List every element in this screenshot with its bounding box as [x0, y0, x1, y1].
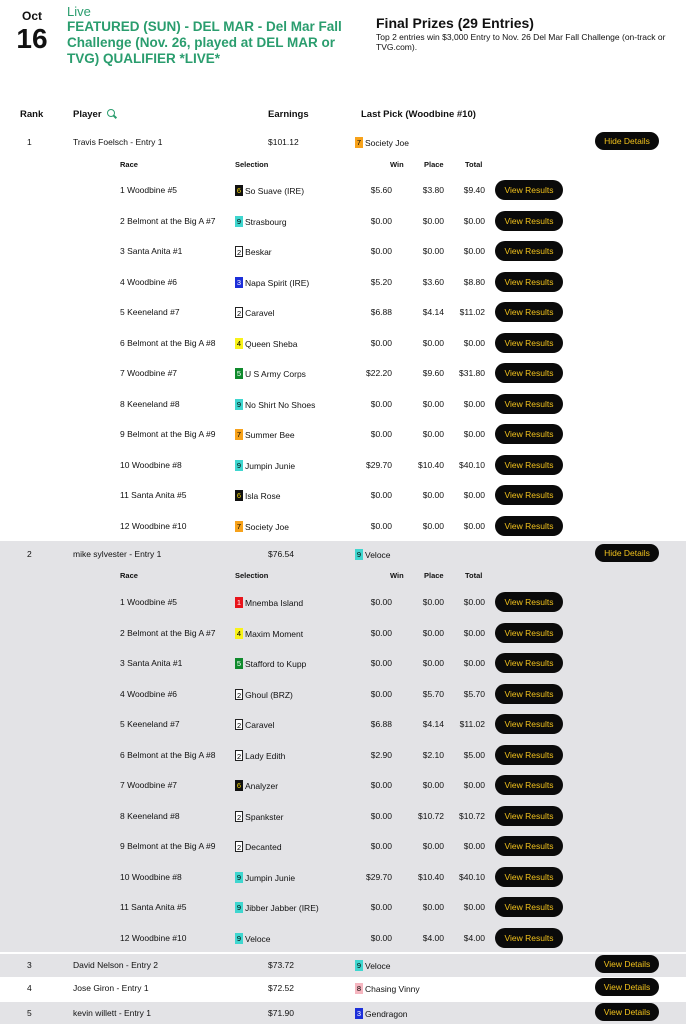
race-name: 6 Belmont at the Big A #8	[120, 338, 216, 348]
entry-summary-row	[0, 977, 686, 999]
race-name: 12 Woodbine #10	[120, 933, 187, 943]
race-result-row	[0, 648, 686, 678]
race-result-row	[0, 740, 686, 770]
win-payout: $0.00	[370, 338, 392, 348]
earnings-column-header: Earnings	[268, 109, 309, 120]
total-payout: $0.00	[463, 490, 485, 500]
selection-horse-name: Summer Bee	[245, 429, 295, 440]
view-results-button[interactable]: View Results	[495, 806, 563, 826]
view-details-button[interactable]: View Details	[595, 978, 659, 996]
program-number-badge: 7	[236, 522, 242, 532]
prizes-panel	[376, 15, 676, 52]
selection-horse-name: So Suave (IRE)	[245, 185, 305, 196]
entry-player-name: mike sylvester - Entry 1	[73, 549, 162, 559]
race-name: 7 Woodbine #7	[120, 368, 178, 378]
place-payout: $10.40	[418, 872, 444, 882]
total-payout: $5.70	[463, 689, 485, 699]
total-payout: $0.00	[463, 628, 485, 638]
total-payout: $0.00	[463, 246, 485, 256]
leaderboard-entry	[0, 954, 686, 977]
program-number-badge: 2	[237, 752, 242, 762]
race-selection	[235, 657, 306, 670]
selection-horse-name: No Shirt No Shoes	[245, 399, 316, 410]
view-results-button[interactable]: View Results	[495, 745, 563, 765]
race-selection	[235, 901, 319, 914]
entry-last-pick	[355, 548, 391, 561]
total-column-header: Total	[465, 160, 483, 169]
race-name: 3 Santa Anita #1	[120, 658, 183, 668]
leaderboard-header	[0, 109, 686, 123]
prizes-title: Final Prizes (29 Entries)	[376, 15, 534, 31]
race-selection	[235, 718, 274, 731]
win-column-header: Win	[390, 571, 404, 580]
selection-horse-name: U S Army Corps	[245, 368, 306, 379]
race-name: 9 Belmont at the Big A #9	[120, 429, 216, 439]
program-number-badge: 9	[236, 903, 242, 913]
program-number-badge: 7	[356, 138, 362, 148]
place-payout: $10.72	[418, 811, 444, 821]
view-results-button[interactable]: View Results	[495, 714, 563, 734]
race-result-row	[0, 480, 686, 510]
race-selection	[235, 276, 309, 289]
entry-player-name: kevin willett - Entry 1	[73, 1008, 151, 1018]
race-selection	[235, 596, 303, 609]
view-results-button[interactable]: View Results	[495, 928, 563, 948]
race-selection	[235, 306, 274, 319]
program-number-badge: 9	[236, 934, 242, 944]
program-number-badge: 4	[236, 629, 242, 639]
total-payout: $0.00	[463, 597, 485, 607]
program-number-badge: 1	[236, 598, 242, 608]
race-name: 6 Belmont at the Big A #8	[120, 750, 216, 760]
place-payout: $5.70	[422, 689, 444, 699]
contest-date	[10, 8, 54, 54]
total-payout: $40.10	[459, 460, 485, 470]
win-payout: $0.00	[370, 521, 392, 531]
race-selection	[235, 367, 306, 380]
program-number-badge: 4	[236, 339, 242, 349]
date-month: Oct	[21, 9, 42, 23]
race-name: 8 Keeneland #8	[120, 399, 180, 409]
total-payout: $31.80	[459, 368, 485, 378]
place-payout: $0.00	[422, 628, 444, 638]
place-payout: $0.00	[422, 841, 444, 851]
player-column-label: Player	[73, 109, 102, 120]
last-pick-horse-name: Chasing Vinny	[365, 983, 420, 994]
entry-summary-row	[0, 131, 686, 153]
selection-horse-name: Stafford to Kupp	[245, 658, 307, 669]
win-payout: $0.00	[370, 490, 392, 500]
selection-horse-name: Caravel	[245, 307, 275, 318]
race-selection	[235, 398, 315, 411]
selection-horse-name: Strasbourg	[245, 216, 287, 227]
win-payout: $0.00	[370, 628, 392, 638]
last-pick-horse-name: Veloce	[365, 549, 391, 560]
selection-horse-name: Ghoul (BRZ)	[245, 689, 293, 700]
details-header-row	[0, 160, 686, 172]
race-result-row	[0, 801, 686, 831]
race-result-row	[0, 923, 686, 953]
race-name: 3 Santa Anita #1	[120, 246, 183, 256]
race-column-header: Race	[120, 160, 138, 169]
selection-horse-name: Veloce	[245, 933, 271, 944]
race-selection	[235, 871, 295, 884]
race-name: 10 Woodbine #8	[120, 872, 182, 882]
view-results-button[interactable]: View Results	[495, 684, 563, 704]
selection-column-header: Selection	[235, 160, 269, 169]
win-payout: $29.70	[366, 460, 392, 470]
race-selection	[235, 779, 278, 792]
entry-last-pick	[355, 982, 420, 995]
program-number-badge: 7	[236, 430, 242, 440]
selection-horse-name: Maxim Moment	[245, 628, 304, 639]
race-result-row	[0, 389, 686, 419]
selection-horse-name: Spankster	[245, 811, 284, 822]
selection-horse-name: Caravel	[245, 719, 275, 730]
date-day: 16	[16, 23, 48, 54]
entry-player-name: Travis Foelsch - Entry 1	[73, 137, 163, 147]
program-number-badge: 6	[236, 491, 242, 501]
race-result-row	[0, 862, 686, 892]
race-result-row	[0, 511, 686, 541]
selection-horse-name: Queen Sheba	[245, 338, 298, 349]
win-payout: $0.00	[370, 399, 392, 409]
race-selection	[235, 627, 303, 640]
win-payout: $22.20	[366, 368, 392, 378]
race-name: 9 Belmont at the Big A #9	[120, 841, 216, 851]
win-payout: $0.00	[370, 902, 392, 912]
selection-horse-name: Analyzer	[245, 780, 279, 791]
entry-summary-row	[0, 1002, 686, 1024]
race-selection	[235, 337, 297, 350]
race-result-row	[0, 618, 686, 648]
race-result-row	[0, 236, 686, 266]
view-results-button[interactable]: View Results	[495, 485, 563, 505]
view-results-button[interactable]: View Results	[495, 897, 563, 917]
race-result-row	[0, 831, 686, 861]
contest-header	[0, 0, 686, 100]
race-name: 10 Woodbine #8	[120, 460, 182, 470]
race-result-row	[0, 709, 686, 739]
race-result-row	[0, 297, 686, 327]
win-payout: $0.00	[370, 429, 392, 439]
total-payout: $0.00	[463, 399, 485, 409]
place-payout: $4.14	[422, 719, 444, 729]
place-column-header: Place	[424, 571, 444, 580]
details-header-row	[0, 571, 686, 583]
race-name: 12 Woodbine #10	[120, 521, 187, 531]
total-column-header: Total	[465, 571, 483, 580]
race-selection	[235, 688, 293, 701]
program-number-badge: 5	[236, 369, 242, 379]
player-column-header	[73, 109, 102, 120]
total-payout: $0.00	[463, 658, 485, 668]
search-icon[interactable]	[107, 109, 115, 117]
place-payout: $2.10	[422, 750, 444, 760]
program-number-badge: 2	[237, 248, 242, 258]
selection-horse-name: Jumpin Junie	[245, 872, 296, 883]
entry-summary-row	[0, 543, 686, 565]
last-pick-column-header: Last Pick (Woodbine #10)	[361, 109, 476, 120]
view-results-button[interactable]: View Results	[495, 836, 563, 856]
entry-rank: 2	[27, 549, 32, 559]
race-result-row	[0, 206, 686, 236]
place-payout: $0.00	[422, 780, 444, 790]
program-number-badge: 2	[237, 843, 242, 853]
entry-earnings: $76.54	[268, 549, 294, 559]
total-payout: $0.00	[463, 902, 485, 912]
prizes-description: Top 2 entries win $3,000 Entry to Nov. 26 Del Mar Fall Challenge (on-track or TVG.com).	[376, 32, 666, 52]
program-number-badge: 9	[236, 461, 242, 471]
total-payout: $0.00	[463, 780, 485, 790]
total-payout: $0.00	[463, 521, 485, 531]
win-payout: $0.00	[370, 689, 392, 699]
race-selection	[235, 184, 304, 197]
win-payout: $0.00	[370, 246, 392, 256]
race-name: 5 Keeneland #7	[120, 719, 180, 729]
race-name: 2 Belmont at the Big A #7	[120, 216, 216, 226]
program-number-badge: 2	[237, 309, 242, 319]
view-results-button[interactable]: View Results	[495, 272, 563, 292]
place-payout: $9.60	[422, 368, 444, 378]
selection-horse-name: Lady Edith	[245, 750, 286, 761]
race-name: 4 Woodbine #6	[120, 689, 178, 699]
selection-horse-name: Mnemba Island	[245, 597, 304, 608]
total-payout: $40.10	[459, 872, 485, 882]
race-selection	[235, 245, 272, 258]
program-number-badge: 3	[356, 1009, 362, 1019]
win-payout: $6.88	[370, 719, 392, 729]
race-result-row	[0, 267, 686, 297]
leaderboard-entry	[0, 977, 686, 1001]
total-payout: $4.00	[463, 933, 485, 943]
program-number-badge: 3	[236, 278, 242, 288]
leaderboard-entry	[0, 131, 686, 541]
entry-earnings: $101.12	[268, 137, 299, 147]
entry-rank: 3	[27, 960, 32, 970]
view-results-button[interactable]: View Results	[495, 180, 563, 200]
contest-title: FEATURED (SUN) - DEL MAR - Del Mar Fall Challenge (Nov. 26, played at DEL MAR or TVG) QUALIFIER *LIVE*	[67, 19, 342, 66]
place-payout: $0.00	[422, 338, 444, 348]
race-selection	[235, 932, 271, 945]
place-payout: $0.00	[422, 399, 444, 409]
total-payout: $0.00	[463, 338, 485, 348]
view-results-button[interactable]: View Results	[495, 592, 563, 612]
race-result-row	[0, 328, 686, 358]
win-payout: $0.00	[370, 780, 392, 790]
win-payout: $0.00	[370, 597, 392, 607]
race-selection	[235, 428, 295, 441]
race-name: 11 Santa Anita #5	[120, 902, 187, 912]
last-pick-horse-name: Veloce	[365, 960, 391, 971]
program-number-badge: 6	[236, 781, 242, 791]
last-pick-horse-name: Society Joe	[365, 137, 409, 148]
view-results-button[interactable]: View Results	[495, 867, 563, 887]
race-selection	[235, 520, 289, 533]
race-name: 1 Woodbine #5	[120, 185, 178, 195]
entry-last-pick	[355, 136, 409, 149]
view-details-button[interactable]: View Details	[595, 1003, 659, 1021]
race-selection	[235, 810, 283, 823]
place-payout: $0.00	[422, 429, 444, 439]
entry-last-pick	[355, 959, 391, 972]
win-payout: $5.60	[370, 185, 392, 195]
selection-horse-name: Jibber Jabber (IRE)	[245, 902, 319, 913]
total-payout: $0.00	[463, 429, 485, 439]
view-results-button[interactable]: View Results	[495, 516, 563, 536]
view-details-button[interactable]: View Details	[595, 955, 659, 973]
win-payout: $29.70	[366, 872, 392, 882]
view-results-button[interactable]: View Results	[495, 394, 563, 414]
race-result-row	[0, 450, 686, 480]
program-number-badge: 2	[237, 813, 242, 823]
view-results-button[interactable]: View Results	[495, 653, 563, 673]
total-payout: $11.02	[459, 719, 485, 729]
place-payout: $0.00	[422, 216, 444, 226]
total-payout: $5.00	[463, 750, 485, 760]
place-payout: $0.00	[422, 246, 444, 256]
total-payout: $0.00	[463, 841, 485, 851]
race-name: 8 Keeneland #8	[120, 811, 180, 821]
race-selection	[235, 215, 287, 228]
race-result-row	[0, 892, 686, 922]
entry-earnings: $72.52	[268, 983, 294, 993]
race-selection	[235, 840, 282, 853]
total-payout: $10.72	[459, 811, 485, 821]
entry-earnings: $71.90	[268, 1008, 294, 1018]
race-result-row	[0, 770, 686, 800]
hide-details-button[interactable]: Hide Details	[595, 544, 659, 562]
place-payout: $10.40	[418, 460, 444, 470]
program-number-badge: 2	[237, 691, 242, 701]
race-selection	[235, 459, 295, 472]
race-name: 2 Belmont at the Big A #7	[120, 628, 216, 638]
place-payout: $0.00	[422, 490, 444, 500]
entry-player-name: Jose Giron - Entry 1	[73, 983, 149, 993]
selection-horse-name: Jumpin Junie	[245, 460, 296, 471]
place-payout: $4.14	[422, 307, 444, 317]
race-result-row	[0, 587, 686, 617]
selection-column-header: Selection	[235, 571, 269, 580]
total-payout: $9.40	[463, 185, 485, 195]
win-column-header: Win	[390, 160, 404, 169]
program-number-badge: 5	[236, 659, 242, 669]
race-selection	[235, 749, 285, 762]
race-name: 4 Woodbine #6	[120, 277, 178, 287]
view-results-button[interactable]: View Results	[495, 241, 563, 261]
race-name: 1 Woodbine #5	[120, 597, 178, 607]
race-result-row	[0, 679, 686, 709]
selection-horse-name: Society Joe	[245, 521, 289, 532]
place-payout: $3.60	[422, 277, 444, 287]
view-results-button[interactable]: View Results	[495, 775, 563, 795]
rank-column-header: Rank	[20, 109, 44, 120]
place-column-header: Place	[424, 160, 444, 169]
entry-rank: 1	[27, 137, 32, 147]
live-status: Live	[67, 4, 91, 19]
program-number-badge: 6	[236, 186, 242, 196]
view-results-button[interactable]: View Results	[495, 211, 563, 231]
race-result-row	[0, 419, 686, 449]
place-payout: $0.00	[422, 902, 444, 912]
program-number-badge: 8	[356, 984, 362, 994]
total-payout: $8.80	[463, 277, 485, 287]
program-number-badge: 9	[236, 217, 242, 227]
entry-last-pick	[355, 1007, 408, 1020]
race-result-row	[0, 358, 686, 388]
view-results-button[interactable]: View Results	[495, 455, 563, 475]
view-results-button[interactable]: View Results	[495, 424, 563, 444]
race-selection	[235, 489, 280, 502]
win-payout: $6.88	[370, 307, 392, 317]
total-payout: $11.02	[459, 307, 485, 317]
race-result-row	[0, 175, 686, 205]
selection-horse-name: Napa Spirit (IRE)	[245, 277, 310, 288]
hide-details-button[interactable]: Hide Details	[595, 132, 659, 150]
win-payout: $5.20	[370, 277, 392, 287]
win-payout: $2.90	[370, 750, 392, 760]
win-payout: $0.00	[370, 841, 392, 851]
win-payout: $0.00	[370, 933, 392, 943]
total-payout: $0.00	[463, 216, 485, 226]
win-payout: $0.00	[370, 811, 392, 821]
selection-horse-name: Beskar	[245, 246, 272, 257]
entry-summary-row	[0, 954, 686, 976]
win-payout: $0.00	[370, 658, 392, 668]
race-column-header: Race	[120, 571, 138, 580]
place-payout: $0.00	[422, 597, 444, 607]
program-number-badge: 2	[237, 721, 242, 731]
selection-horse-name: Decanted	[245, 841, 282, 852]
entry-player-name: David Nelson - Entry 2	[73, 960, 159, 970]
last-pick-horse-name: Gendragon	[365, 1008, 408, 1019]
win-payout: $0.00	[370, 216, 392, 226]
entry-earnings: $73.72	[268, 960, 294, 970]
leaderboard-entry	[0, 541, 686, 952]
view-results-button[interactable]: View Results	[495, 363, 563, 383]
entry-rank: 5	[27, 1008, 32, 1018]
place-payout: $4.00	[422, 933, 444, 943]
view-results-button[interactable]: View Results	[495, 623, 563, 643]
race-name: 11 Santa Anita #5	[120, 490, 187, 500]
program-number-badge: 9	[236, 873, 242, 883]
program-number-badge: 9	[356, 550, 362, 560]
selection-horse-name: Isla Rose	[245, 490, 281, 501]
place-payout: $3.80	[422, 185, 444, 195]
leaderboard-entry	[0, 1002, 686, 1024]
view-results-button[interactable]: View Results	[495, 302, 563, 322]
race-name: 7 Woodbine #7	[120, 780, 178, 790]
entry-rank: 4	[27, 983, 32, 993]
race-name: 5 Keeneland #7	[120, 307, 180, 317]
place-payout: $0.00	[422, 521, 444, 531]
view-results-button[interactable]: View Results	[495, 333, 563, 353]
place-payout: $0.00	[422, 658, 444, 668]
program-number-badge: 9	[236, 400, 242, 410]
program-number-badge: 9	[356, 961, 362, 971]
